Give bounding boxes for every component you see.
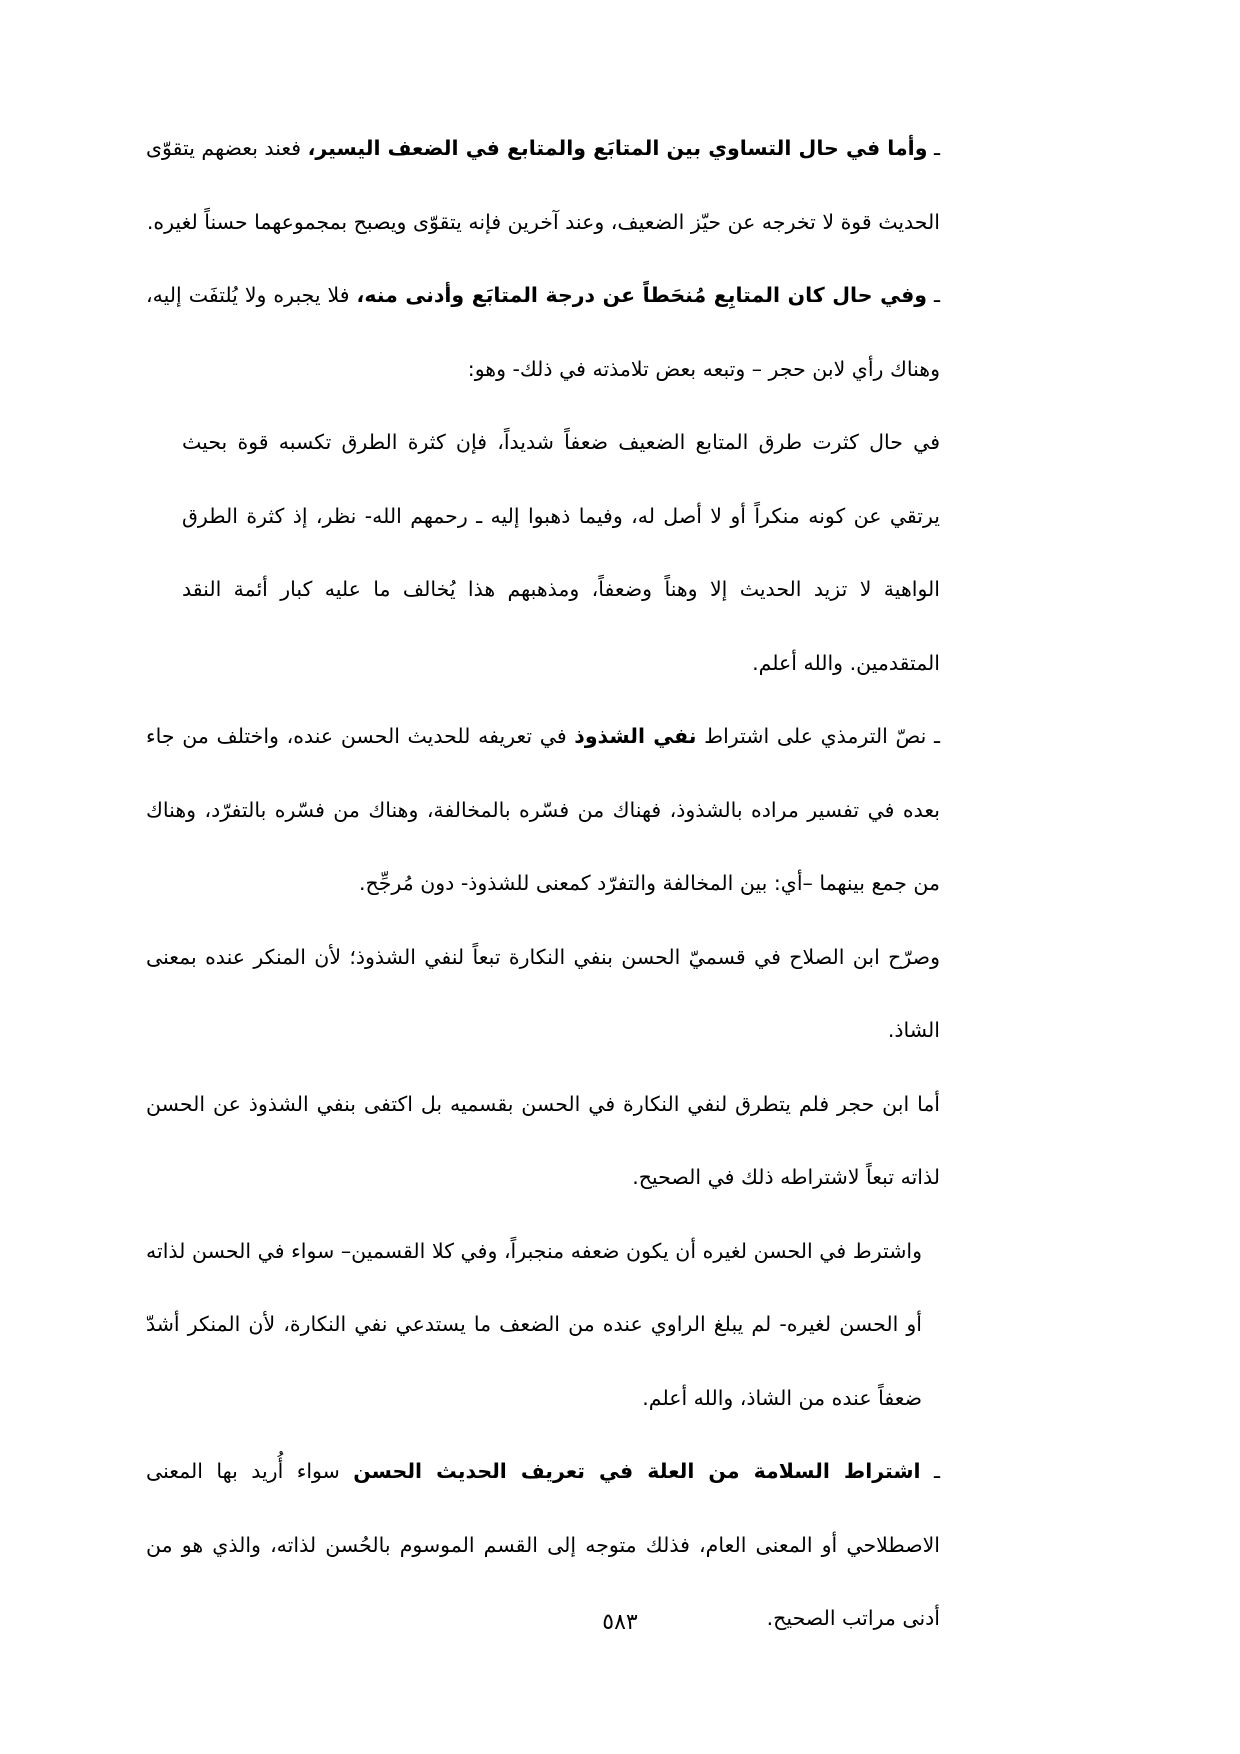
bold-heading: نفي الشذوذ [574,724,697,748]
paragraph-equal-weakness [146,112,940,259]
paragraph-hasan-li-ghayrihi [146,1215,922,1436]
paragraph-prefix: ـ [920,1459,940,1483]
paragraph-prefix: ـ [927,136,940,160]
paragraph-prefix: ـ [927,283,940,307]
bold-heading: وفي حال كان المتابِع مُنحَطاً عن درجة المتابَع وأدنى منه، [356,283,928,307]
paragraph-ibn-hajar-view [182,406,940,700]
paragraph-lower-follower [146,259,940,406]
bold-heading: وأما في حال التساوي بين المتابَع والمتابع في الضعف اليسير، [307,136,928,160]
paragraph-text: فلا يجبره ولا يُلتفَت إليه، وهناك رأي لابن حجر – وتبعه بعض تلامذته في ذلك- وهو: [146,283,940,381]
paragraph-text: واشترط في الحسن لغيره أن يكون ضعفه منجبراً، وفي كلا القسمين– سواء في الحسن لذاته أو الحسن لغيره- لم يبلغ الراوي عنده من الضعف ما يستدعي نفي النكارة، لأن المنكر أشدّ ضعفاً عنده من الشاذ، والله أعلم. [146,1238,922,1410]
paragraph-text: في تعريفه للحديث الحسن عنده، واختلف من جاء بعده في تفسير مراده بالشذوذ، فهناك من فسّره بالمخالفة، وهناك من فسّره بالتفرّد، وهناك من جمع بينهما –أي: بين المخالفة والتفرّد كمعنى للشذوذ- دون مُرجِّح. [146,724,940,895]
paragraph-text: وصرّح ابن الصلاح في قسميّ الحسن بنفي النكارة تبعاً لنفي الشذوذ؛ لأن المنكر عنده بمعنى الشاذ. [146,944,940,1042]
paragraph-text: في حال كثرت طرق المتابع الضعيف ضعفاً شديداً، فإن كثرة الطرق تكسبه قوة بحيث يرتقي عن كونه منكراً أو لا أصل له، وفيما ذهبوا إليه ـ رحمهم الله- نظر، إذ كثرة الطرق الواهية لا تزيد الحديث إلا وهناً وضعفاً، ومذهبهم هذا يُخالف ما عليه كبار أئمة النقد المتقدمين. والله أعلم. [182,430,940,675]
paragraph-ibn-hajar-nakara [146,1068,940,1215]
page-number: ٥٨٣ [602,1610,638,1635]
paragraph-text: فعند بعضهم يتقوّى الحديث قوة لا تخرجه عن حيّز الضعيف، وعند آخرين فإنه يتقوّى ويصبح بمجموعهما حسناً لغيره. [146,136,940,234]
paragraph-text: سواء أُريد بها المعنى الاصطلاحي أو المعنى العام، فذلك متوجه إلى القسم الموسوم بالحُسن لذاته، والذي هو من أدنى مراتب الصحيح. [146,1459,940,1630]
paragraph-ibn-salah [146,921,940,1068]
paragraph-prefix: ـ نصّ الترمذي على اشتراط [696,724,940,748]
paragraph-tirmidhi-shudhudh [146,700,940,921]
paragraph-text: أما ابن حجر فلم يتطرق لنفي النكارة في الحسن بقسميه بل اكتفى بنفي الشذوذ عن الحسن لذاته تبعاً لاشتراطه ذلك في الصحيح. [146,1091,940,1189]
bold-heading: اشتراط السلامة من العلة في تعريف الحديث الحسن [353,1459,921,1483]
page-body [146,112,940,1656]
